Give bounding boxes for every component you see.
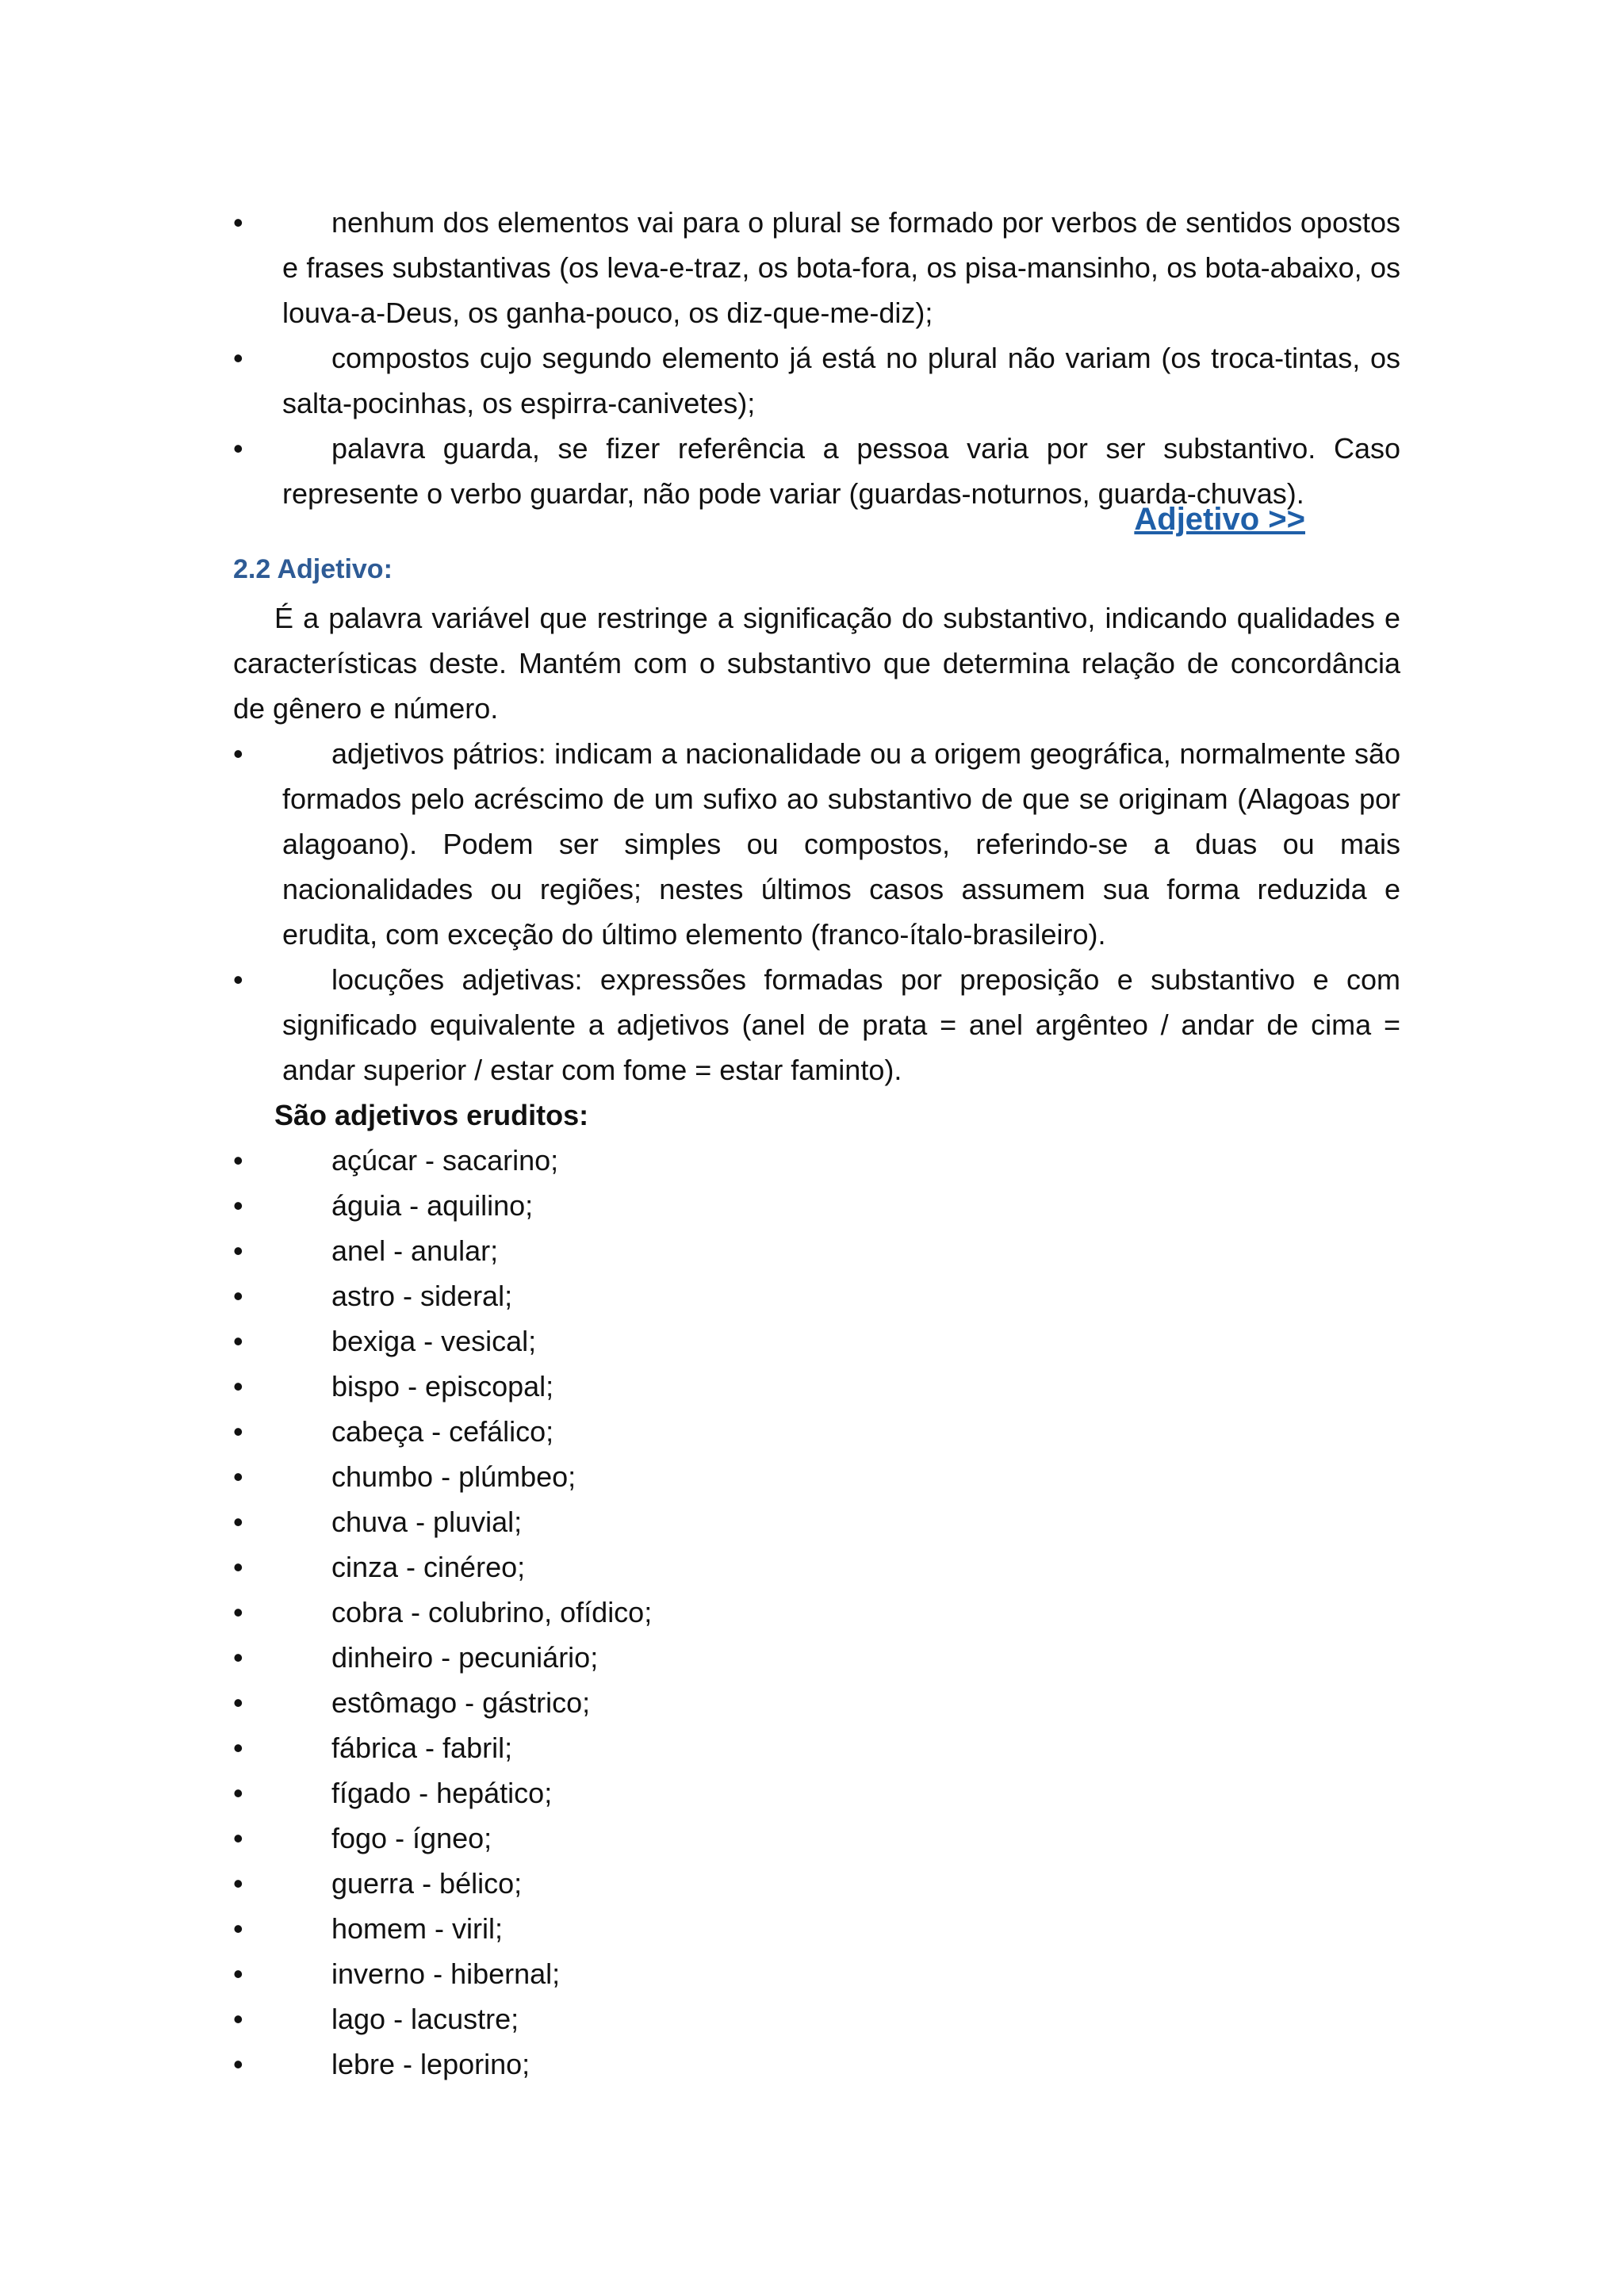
list-item-text: lebre - leporino; xyxy=(331,2048,530,2080)
list-item-text: nenhum dos elementos vai para o plural se formado por verbos de sentidos opostos e frases substantivas (os leva-e-traz, os bota-fora, os pisa-mansinho, os bota-abaixo, os louva-a-Deus, os ganha-pouco, os diz-que-me-diz); xyxy=(282,206,1400,329)
list-item xyxy=(233,731,1400,957)
bullet-icon: • xyxy=(233,1551,243,1583)
list-item xyxy=(233,1228,1400,1273)
list-item xyxy=(233,1318,1400,1364)
list-item-text: homem - viril; xyxy=(331,1912,504,1945)
type-bullet-list xyxy=(233,731,1400,1093)
bullet-icon: • xyxy=(233,1641,243,1674)
list-item xyxy=(233,957,1400,1093)
list-item xyxy=(233,1996,1400,2042)
list-item-text: locuções adjetivas: expressões formadas por preposição e substantivo e com significado equivalente a adjetivos (anel de prata = anel argênteo / andar de cima = andar superior / estar com fome = estar faminto). xyxy=(282,963,1400,1086)
list-item-text: fogo - ígneo; xyxy=(331,1822,492,1854)
bullet-icon: • xyxy=(233,1732,243,1764)
list-item-text: dinheiro - pecuniário; xyxy=(331,1641,599,1674)
list-item-text: chuva - pluvial; xyxy=(331,1506,523,1538)
bullet-icon: • xyxy=(233,1867,243,1900)
adjetivo-link[interactable]: Adjetivo >> xyxy=(1134,502,1305,537)
erudite-heading: São adjetivos eruditos: xyxy=(274,1099,589,1131)
list-item xyxy=(233,1906,1400,1951)
list-item xyxy=(233,1138,1400,1183)
list-item-text: cabeça - cefálico; xyxy=(331,1415,554,1448)
list-item xyxy=(233,1454,1400,1499)
bullet-icon: • xyxy=(233,206,243,239)
list-item xyxy=(233,1273,1400,1318)
list-item xyxy=(233,1544,1400,1590)
list-item-text: fígado - hepático; xyxy=(331,1777,553,1809)
list-item xyxy=(233,335,1400,426)
list-item-text: bexiga - vesical; xyxy=(331,1325,537,1357)
bullet-icon: • xyxy=(233,2003,243,2035)
list-item xyxy=(233,1861,1400,1906)
bullet-icon: • xyxy=(233,1822,243,1854)
list-item-text: lago - lacustre; xyxy=(331,2003,519,2035)
list-item xyxy=(233,1770,1400,1816)
bullet-icon: • xyxy=(233,342,243,374)
definition-paragraph: É a palavra variável que restringe a significação do substantivo, indicando qualidades e características deste. Mantém com o substantivo que determina relação de concordância de gênero e número. xyxy=(233,602,1400,725)
bullet-icon: • xyxy=(233,1460,243,1493)
bullet-icon: • xyxy=(233,432,243,465)
list-item-text: estômago - gástrico; xyxy=(331,1686,591,1719)
bullet-icon: • xyxy=(233,1189,243,1222)
list-item xyxy=(233,2042,1400,2087)
bullet-icon: • xyxy=(233,1506,243,1538)
list-item-text: chumbo - plúmbeo; xyxy=(331,1460,576,1493)
list-item-text: águia - aquilino; xyxy=(331,1189,534,1222)
bullet-icon: • xyxy=(233,1144,243,1177)
list-item xyxy=(233,1816,1400,1861)
bullet-icon: • xyxy=(233,1280,243,1312)
list-item xyxy=(233,1364,1400,1409)
list-item xyxy=(233,1183,1400,1228)
list-item xyxy=(233,1499,1400,1544)
list-item-text: cobra - colubrino, ofídico; xyxy=(331,1596,653,1628)
link-row xyxy=(233,502,1400,549)
list-item-text: astro - sideral; xyxy=(331,1280,513,1312)
list-item-text: bispo - episcopal; xyxy=(331,1370,554,1402)
list-item-text: fábrica - fabril; xyxy=(331,1732,513,1764)
page-content xyxy=(233,200,1400,2087)
list-item-text: guerra - bélico; xyxy=(331,1867,523,1900)
bullet-icon: • xyxy=(233,1777,243,1809)
bullet-icon: • xyxy=(233,1596,243,1628)
bullet-icon: • xyxy=(233,737,243,770)
bullet-icon: • xyxy=(233,1686,243,1719)
erudite-list xyxy=(233,1138,1400,2087)
bullet-icon: • xyxy=(233,1957,243,1990)
list-item-text: adjetivos pátrios: indicam a nacionalidade ou a origem geográfica, normalmente são formados pelo acréscimo de um sufixo ao substantivo de que se originam (Alagoas por alagoano). Podem ser simples ou compostos, referindo-se a duas ou mais nacionalidades ou regiões; nestes últimos casos assumem sua forma reduzida e erudita, com exceção do último elemento (franco-ítalo-brasileiro). xyxy=(282,737,1400,951)
list-item xyxy=(233,1590,1400,1635)
bullet-icon: • xyxy=(233,1234,243,1267)
list-item-text: palavra guarda, se fizer referência a pessoa varia por ser substantivo. Caso represente o verbo guardar, não pode variar (guardas-noturnos, guarda-chuvas). xyxy=(282,432,1400,510)
list-item-text: açúcar - sacarino; xyxy=(331,1144,559,1177)
list-item-text: anel - anular; xyxy=(331,1234,499,1267)
bullet-icon: • xyxy=(233,1415,243,1448)
bullet-icon: • xyxy=(233,2048,243,2080)
list-item-text: compostos cujo segundo elemento já está no plural não variam (os troca-tintas, os salta-pocinhas, os espirra-canivetes); xyxy=(282,342,1400,419)
bullet-icon: • xyxy=(233,1325,243,1357)
list-item xyxy=(233,200,1400,335)
list-item xyxy=(233,1409,1400,1454)
list-item xyxy=(233,1680,1400,1725)
intro-bullet-list xyxy=(233,200,1400,516)
list-item xyxy=(233,1725,1400,1770)
list-item-text: cinza - cinéreo; xyxy=(331,1551,526,1583)
list-item xyxy=(233,1951,1400,1996)
bullet-icon: • xyxy=(233,1912,243,1945)
bullet-icon: • xyxy=(233,1370,243,1402)
list-item-text: inverno - hibernal; xyxy=(331,1957,561,1990)
bullet-icon: • xyxy=(233,963,243,996)
list-item xyxy=(233,1635,1400,1680)
section-heading: 2.2 Adjetivo: xyxy=(233,554,393,584)
